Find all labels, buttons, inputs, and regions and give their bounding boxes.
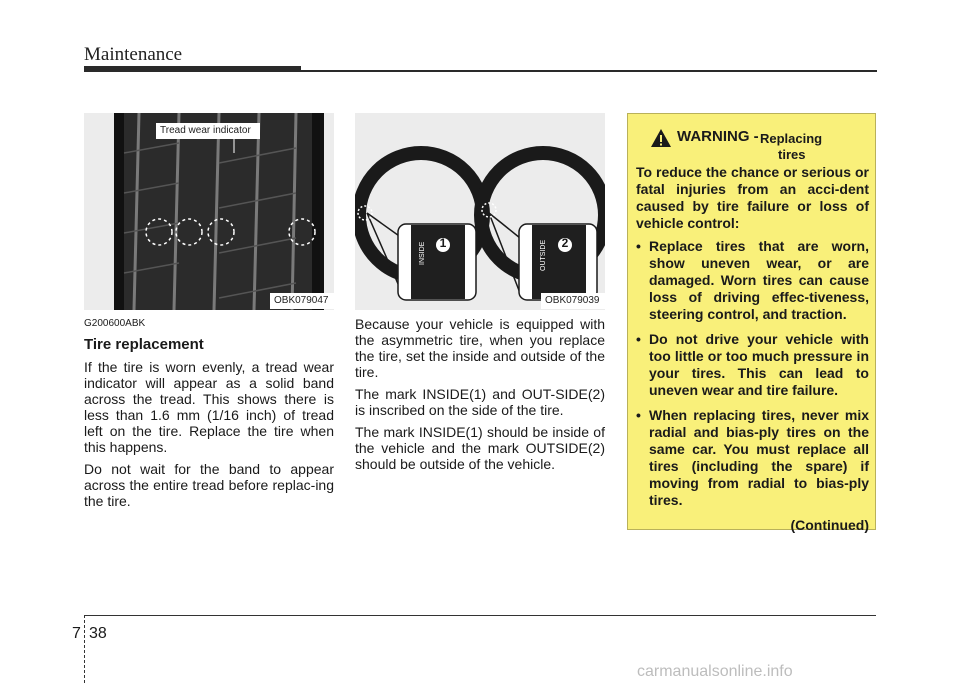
chapter-number: 7: [72, 625, 81, 642]
marker-1: 1: [439, 236, 447, 250]
warning-body: [636, 164, 869, 534]
warning-triangle-icon: [650, 128, 672, 148]
figure-code: OBK079039: [545, 295, 600, 306]
paragraph: The mark INSIDE(1) and OUT-SIDE(2) is inscribed on the side of the tire.: [355, 386, 605, 418]
header-rule-thick: [84, 66, 301, 72]
outside-mark: OUTSIDE: [540, 239, 547, 271]
page-header-title: Maintenance: [84, 44, 183, 65]
paragraph: Because your vehicle is equipped with the asymmetric tire, when you replace the tire, set the inside and outside of the tire.: [355, 316, 605, 380]
marker-2: 2: [561, 236, 569, 250]
section-code: G200600ABK: [84, 318, 146, 329]
footer-rule: [84, 615, 876, 616]
paragraph: Do not wait for the band to appear across the entire tread before replac-ing the tire.: [84, 461, 334, 509]
header-rule-thin: [301, 70, 877, 72]
paragraph: If the tire is worn evenly, a tread wear indicator will appear as a solid band across the tread. This shows there is less than 1.6 mm (1/16 inch) of tread left on the tire. Replace the tire when this happens.: [84, 359, 334, 455]
watermark: carmanualsonline.info: [637, 663, 793, 680]
warning-intro: To reduce the chance or serious or fatal injuries from an acci-dent caused by tire failure or loss of vehicle control:: [636, 164, 869, 231]
section-title: Tire replacement: [84, 336, 204, 353]
tire-inside-outside-figure: [355, 113, 605, 310]
tread-wear-figure: [84, 113, 334, 310]
warning-title: WARNING -: [677, 128, 759, 145]
figure-code: OBK079047: [274, 295, 329, 306]
inside-mark: INSIDE: [419, 241, 426, 265]
paragraph: The mark INSIDE(1) should be inside of the vehicle and the mark OUTSIDE(2) should be outside of the vehicle.: [355, 424, 605, 472]
warning-list: [636, 238, 869, 509]
tread-wear-callout: Tread wear indicator: [160, 125, 251, 136]
warning-item: • Do not drive your vehicle with too little or too much pressure in your tires. This can lead to uneven wear and tire failure.: [636, 331, 869, 399]
warning-continued: (Continued): [790, 517, 869, 533]
warning-subtitle: Replacing: [760, 131, 823, 146]
asymmetric-tire-section: [355, 316, 605, 478]
page-number: 38: [89, 625, 107, 642]
warning-subtitle-2: tires: [778, 147, 806, 162]
footer-divider: [84, 615, 85, 683]
tire-replacement-section: [84, 316, 334, 515]
warning-item: • When replacing tires, never mix radial and bias-ply tires on the same car. You must replace all tires (including the spare) if moving from radial to bias-ply tires.: [636, 407, 869, 509]
warning-header: [640, 126, 866, 166]
tread-illustration: [84, 113, 334, 310]
warning-box: [627, 113, 876, 533]
tire-illustration: [355, 113, 605, 310]
warning-item: • Replace tires that are worn, show uneven wear, or are damaged. Worn tires can cause loss of driving effec-tiveness, steering control, and traction.: [636, 238, 869, 323]
